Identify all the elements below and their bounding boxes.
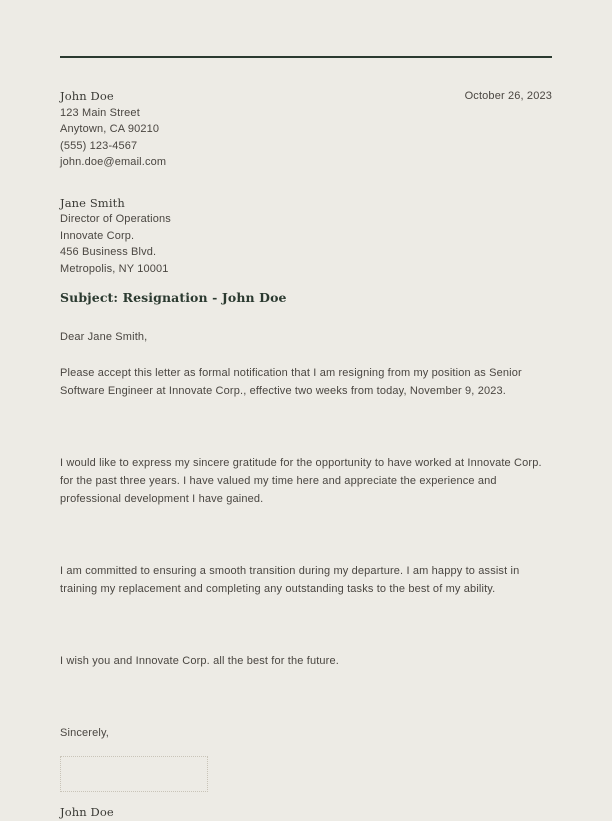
sender-address-block: [60, 88, 360, 171]
sender-email: john.doe@email.com: [60, 156, 167, 168]
sender-header: [60, 88, 552, 171]
recipient-name: Jane Smith: [60, 195, 125, 210]
sender-street: 123 Main Street: [60, 106, 140, 119]
body-paragraph-4: I wish you and Innovate Corp. all the best for the future.: [60, 655, 339, 667]
header-rule: [60, 56, 552, 58]
recipient-address-block: [60, 195, 552, 278]
signature-name: John Doe: [60, 805, 114, 819]
sender-phone: (555) 123-4567: [60, 139, 138, 152]
salutation: Dear Jane Smith,: [60, 331, 148, 343]
subject-line: Subject: Resignation - John Doe: [60, 290, 287, 305]
letter-date: October 26, 2023: [464, 90, 552, 102]
closing-salutation: Sincerely,: [60, 727, 109, 739]
sender-name: John Doe: [60, 89, 114, 103]
body-paragraph-3: I am committed to ensuring a smooth transition during my departure. I am happy to assist in training my replacement and completing any outstanding tasks to the best of my ability.: [60, 565, 520, 595]
recipient-company: Innovate Corp.: [60, 229, 135, 242]
signature-box[interactable]: [60, 756, 208, 792]
recipient-title: Director of Operations: [60, 213, 171, 225]
body-paragraph-2: I would like to express my sincere gratitude for the opportunity to have worked at Innovate Corp. for the past three years. I have valued my time here and appreciate the experience and professional development I have gained.: [60, 457, 542, 505]
recipient-city-state-zip: Metropolis, NY 10001: [60, 262, 169, 275]
body-paragraph-1: Please accept this letter as formal notification that I am resigning from my position as Senior Software Engineer at Innovate Corp., effective two weeks from today, November 9, 2023.: [60, 367, 522, 397]
letter-content: [60, 88, 552, 821]
recipient-street: 456 Business Blvd.: [60, 246, 157, 258]
sender-city-state-zip: Anytown, CA 90210: [60, 123, 160, 135]
